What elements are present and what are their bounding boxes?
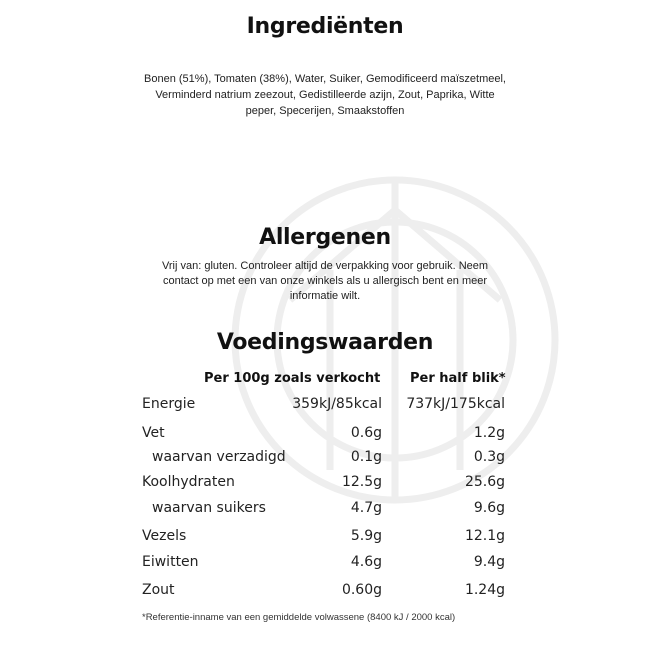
row-value-per-100g: 0.6g	[350, 425, 382, 441]
nutrition-row-vet	[0, 425, 650, 445]
row-value-half-blik: 9.4g	[473, 554, 505, 570]
nutrition-row-suikers	[0, 500, 650, 520]
row-label: Energie	[142, 396, 196, 412]
row-value-per-100g: 4.7g	[350, 500, 382, 516]
row-label: Vet	[142, 425, 165, 441]
nutrition-row-zout	[0, 582, 650, 602]
row-label: Koolhydraten	[142, 474, 235, 490]
row-value-per-100g: 12.5g	[341, 474, 382, 490]
nutrition-row-vezels	[0, 528, 650, 548]
row-value-per-100g: 0.60g	[341, 582, 382, 598]
row-label: Eiwitten	[142, 554, 199, 570]
row-value-half-blik: 25.6g	[464, 474, 505, 490]
row-value-per-100g: 359kJ/85kcal	[292, 396, 382, 412]
ingredients-text	[100, 71, 550, 119]
allergens-line-1: Vrij van: gluten. Controleer altijd de verpakking voor gebruik. Neem	[161, 260, 489, 272]
col-header-per-half-blik: Per half blik*	[410, 371, 506, 386]
row-value-half-blik: 1.2g	[473, 425, 505, 441]
footnote: *Referentie-inname van een gemiddelde volwassene (8400 kJ / 2000 kcal)	[142, 612, 456, 623]
row-label: waarvan verzadigd	[152, 449, 286, 465]
row-value-half-blik: 737kJ/175kcal	[406, 396, 505, 412]
nutrition-row-verzadigd	[0, 449, 650, 469]
row-label: Zout	[142, 582, 175, 598]
allergens-text	[100, 259, 550, 304]
col-header-per-100g: Per 100g zoals verkocht	[204, 371, 381, 386]
nutrition-row-eiwitten	[0, 554, 650, 574]
nutrition-title: Voedingswaarden	[216, 330, 434, 355]
row-label: waarvan suikers	[152, 500, 266, 516]
row-value-half-blik: 0.3g	[473, 449, 505, 465]
nutrition-row-koolhydraten	[0, 474, 650, 494]
row-value-per-100g: 0.1g	[350, 449, 382, 465]
row-value-half-blik: 12.1g	[464, 528, 505, 544]
ingredients-line-3: peper, Specerijen, Smaakstoffen	[245, 105, 405, 117]
allergens-line-3: informatie wilt.	[289, 290, 361, 302]
ingredients-title: Ingrediënten	[246, 14, 404, 39]
allergens-title: Allergenen	[259, 225, 391, 250]
row-value-half-blik: 1.24g	[464, 582, 505, 598]
ingredients-line-2: Verminderd natrium zeezout, Gedistilleerde azijn, Zout, Paprika, Witte	[155, 89, 495, 101]
row-label: Vezels	[142, 528, 187, 544]
allergens-line-2: contact op met een van onze winkels als u allergisch bent en meer	[162, 275, 488, 287]
nutrition-row-energie	[0, 396, 650, 416]
row-value-half-blik: 9.6g	[473, 500, 505, 516]
row-value-per-100g: 5.9g	[350, 528, 382, 544]
ingredients-line-1: Bonen (51%), Tomaten (38%), Water, Suiker, Gemodificeerd maïszetmeel,	[144, 73, 506, 85]
row-value-per-100g: 4.6g	[350, 554, 382, 570]
